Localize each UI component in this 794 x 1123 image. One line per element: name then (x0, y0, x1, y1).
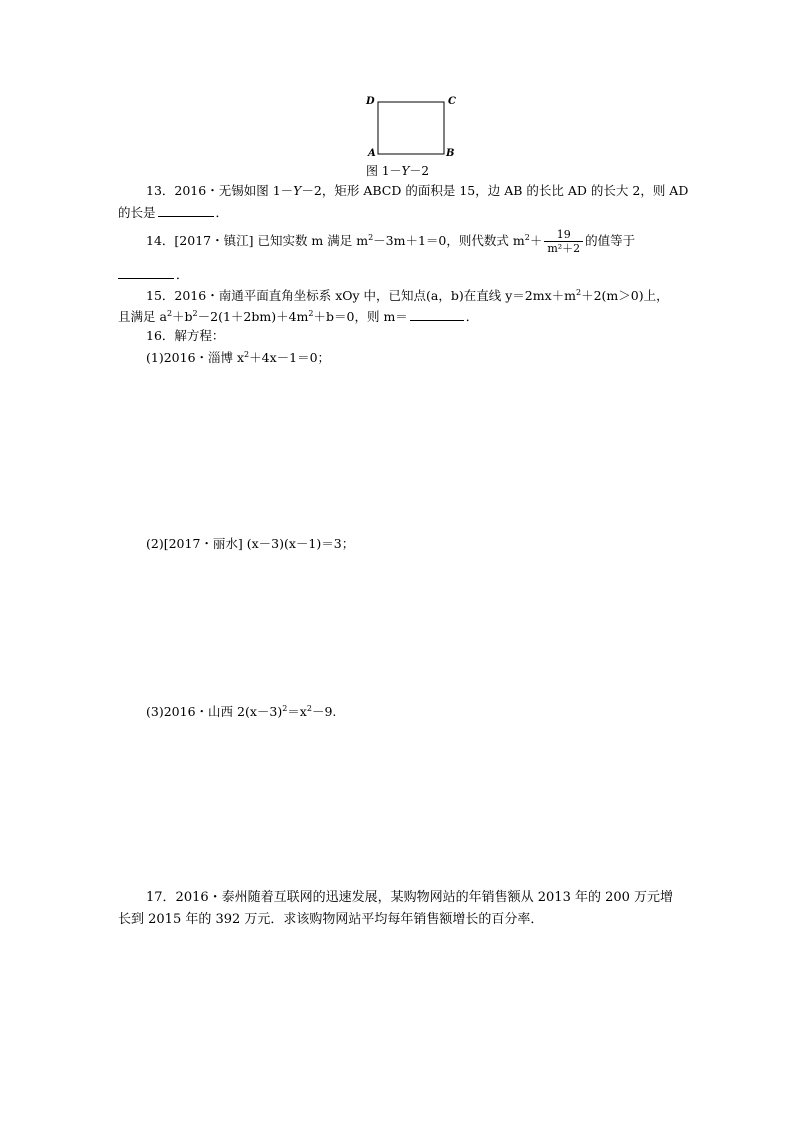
question-13-line-1: 13．2016・无锡如图 1－Y－2，矩形 ABCD 的面积是 15，边 AB 的长比 AD 的长大 2，则 AD (146, 183, 689, 198)
fraction: $\frac{19}{\text{m²＋2}}$ (544, 228, 583, 255)
vertex-label-c: C (448, 96, 456, 107)
question-16-part-1: (1)2016・淄博 $x^2+4x-1=0$； (146, 350, 331, 365)
vertex-label-b: B (446, 148, 455, 159)
question-15-line-1: 15．2016・南通平面直角坐标系 xOy 中，已知点(a，b)在直线 $y=2mx+m^2+2(m>0)$上， (146, 288, 669, 303)
vertex-label-d: D (366, 96, 375, 107)
question-16-title: 16．解方程： (146, 328, 225, 343)
answer-blank-15[interactable] (410, 308, 464, 321)
question-17-line-1: 17．2016・泰州随着互联网的迅速发展，某购物网站的年销售额从 2013 年的 200 万元增 (146, 890, 674, 905)
question-17-line-2: 长到 2015 年的 392 万元．求该购物网站平均每年销售额增长的百分率． (118, 912, 544, 927)
figure-caption: 图 1－Y－2 (366, 164, 430, 178)
question-16-part-3: (3)2016・山西 $2(x-3)^2=x^2-9$. (146, 704, 337, 719)
question-13-line-2: 的长是 ． (118, 205, 229, 220)
question-15-line-2: 且满足 $a^2+b^2-2(1+2bm)+4m^2+b=0$，则 m＝ ． (118, 309, 479, 324)
answer-blank-13[interactable] (158, 204, 214, 217)
vertex-label-a: A (368, 148, 376, 159)
question-14-line-2: ． (118, 266, 189, 283)
question-16-part-2: (2)[2017・丽水] (x－3)(x－1)＝3； (146, 536, 355, 551)
answer-blank-14[interactable] (118, 266, 174, 279)
question-14-line-1: 14．[2017・镇江] 已知实数 m 满足 $m^2-3m+1=0$，则代数式 $m^2+$ $\frac{19}{\text{m²＋2}}$ 的值等于 (146, 228, 636, 255)
